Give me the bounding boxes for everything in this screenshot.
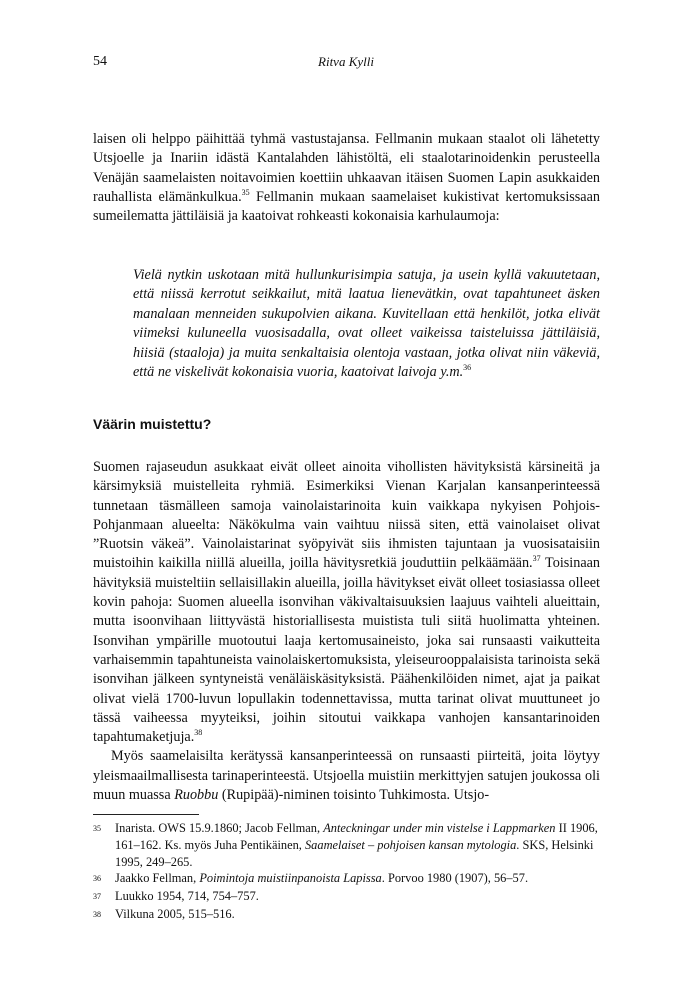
footnote-38: 38 Vilkuna 2005, 515–516.	[93, 906, 235, 921]
footnote-37: 37 Luukko 1954, 714, 754–757.	[93, 889, 259, 904]
section-heading: Väärin muistettu?	[93, 416, 212, 432]
footnote-35: 35 Inarista. OWS 15.9.1860; Jacob Fellman, Anteckningar under min vistelse i Lappmarken II 1906, 161–162. Ks. myös Juha Pentikäinen, Saamelaiset – pohjoisen kansan mytologia. SKS, Helsinki 1995, 249–265.	[93, 821, 598, 869]
footnote-ref-37[interactable]: 37	[532, 554, 541, 564]
footnote-36: 36 Jaakko Fellman, Poimintoja muistiinpanoista Lapissa. Porvoo 1980 (1907), 56–57.	[93, 871, 529, 886]
paragraph-2: Suomen rajaseudun asukkaat eivät olleet ainoita vihollisten hävityksistä kärsineitä ja kärsimyksiä muistelleita ryhmiä. Esimerkiksi Vienan Karjalan kansanperinteessä tunnetaan täsmälleen samoja vainolaistarinoita kuin vaikkapa nykyisen Pohjois-Pohjanmaan alueelta: Näkökulma vain vaihtuu niissä siten, että vainolaiset olivat ”Ruotsin väkeä”. Vainolaistarinat syöpyivät siis ihmisten tajuntaan ja vuosisataisiin muistoihin kaikilla niillä alueilla, joilla hävitysretkiä jouduttiin pelkäämään.$^{37}$ Toisinaan hävityksiä muisteltiin sellaisillakin alueilla, joilla hävitykset eivät olleet tosiasiassa olleet kovin pahoja: Suomen alueella isonvihan väkivaltaisuuksien laajuus vaihteli alueittain, mutta isoonvihaan liittyvästä historiallisesta muistista tuli siitä huolimatta yhteinen. Isonvihan ympärille muotoutui laaja kertomusaineisto, joka sai runsaasti vaikutteita varhaisemmin tapahtuneista vainolaiskertomuksista, yleiseurooppalaisista tarinoista sekä isonvihan jälkeen syntyneistä venäläiskäsityksistä. Päähenkilöiden nimet, ajat ja paikat olivat vielä 1700-luvun lopullakin todennettavissa, mutta tarinat olivat muuttuneet jo tässä vaiheessa myyteiksi, joihin sitoutui vaikkapa vanhojen kansantarinoiden tapahtumaketjuja.$^{38}$ Myös saamelaisilta kerätyssä kansanperinteessä on runsaasti piirteitä, joita löytyy yleismaailmallisesta tarinaperinteestä. Utsjoella muistiin merkittyjen satujen joukossa oli muun muassa Ruobbu (Rupipää)-niminen toisinto Tuhkimosta. Utsjo-	[93, 458, 600, 805]
footnote-divider	[93, 814, 199, 815]
footnote-ref-36[interactable]: 36	[463, 363, 472, 373]
page-number: 54	[93, 54, 107, 69]
paragraph-3: Myös saamelaisilta kerätyssä kansanperinteessä on runsaasti piirteitä, joita löytyy yleismaailmallisesta tarinaperinteestä. Utsjoella muistiin merkittyjen satujen joukossa oli muun muassa Ruobbu (Rupipää)-niminen toisinto Tuhkimosta. Utsjo-	[93, 748, 600, 804]
block-quote: Vielä nytkin uskotaan mitä hullunkurisimpia satuja, ja usein kyllä vakuutetaan, että niissä kerrotut seikkailut, mitä laatua lienevätkin, ovat tapahtuneet äsken manalaan menneiden sukupolvien aikana. Kuvitellaan että henkilöt, jotka elivät viimeksi kuluneella vuosisadalla, ovat olleet vaikeissa taisteluissa jättiläisiä, hiisiä (staaloja) ja muita senkaltaisia olentoja vastaan, jotka olivat niin väkeviä, että ne viskelivät kokonaisia vuoria, kaatoivat laivoja y.m.$^{36}$	[133, 267, 600, 381]
footnote-ref-38[interactable]: 38	[194, 728, 203, 738]
footnote-ref-35[interactable]: 35	[241, 187, 250, 197]
running-head: Ritva Kylli	[318, 54, 374, 69]
footnotes	[93, 820, 600, 924]
paragraph-1: laisen oli helppo päihittää tyhmä vastustajansa. Fellmanin mukaan staalot oli lähetetty Utsjoelle ja Inariin idästä Kantalahden lähistöltä, eli staalotarinoidenkin perusteella Venäjän saamelaisten noitavoimien koettiin uhkaavan itäisen Suomen Lapin asukkaiden rauhallista elämänkulkua.$^{35}$ Fellmanin mukaan saamelaiset kukistivat kertomuksissaan sumeilematta jättiläisiä ja kaatoivat rohkeasti kokonaisia karhulaumoja:	[93, 131, 600, 225]
page-header	[93, 54, 599, 74]
